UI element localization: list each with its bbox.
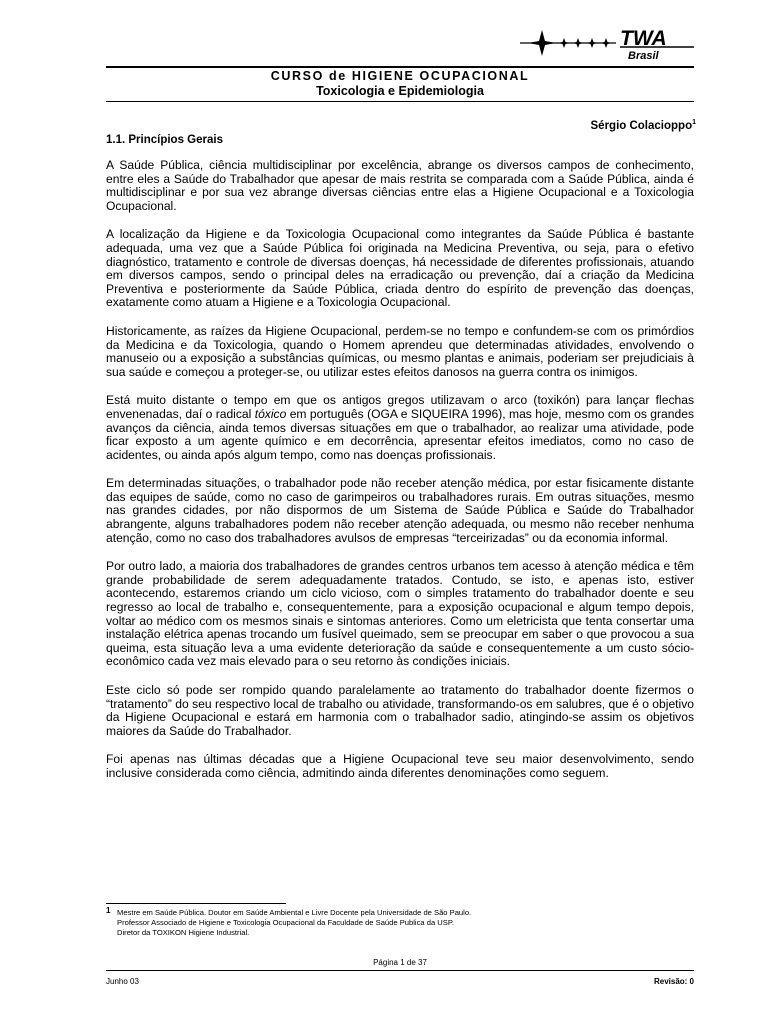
twa-brasil-logo bbox=[520, 26, 696, 62]
paragraph-8: Foi apenas nas últimas décadas que a Higiene Ocupacional teve seu maior desenvolvimento, sendo inclusive considerada como ciência, admitindo ainda diferentes denominações como seguem. bbox=[106, 752, 694, 780]
paragraph-4-part-1: Está muito distante o tempo em que os antigos gregos utilizavam o arco (toxikón) para lançar flechas envenenadas, daí o radical bbox=[106, 393, 694, 421]
body-text bbox=[106, 159, 694, 796]
author-name bbox=[591, 119, 697, 132]
logo-sub-text: Brasil bbox=[628, 50, 659, 62]
author-name-text: Sérgio Colacioppo bbox=[590, 120, 693, 132]
paragraph-1: A Saúde Pública, ciência multidisciplinar por excelência, abrange os diversos campos de conhecimento, entre eles a Saúde do Trabalhador que apesar de mais restrita se comparada com a Saúde Pública, ainda é multidisciplinar e por sua vez abrange diversas ciências entre elas a Higiene Ocupacional e a Toxicologia Ocupacional. bbox=[106, 158, 694, 213]
page-number: Página 1 de 37 bbox=[373, 958, 427, 967]
footnote-line: Diretor da TOXIKON Higiene Industrial. bbox=[117, 928, 250, 937]
course-subtitle: Toxicologia e Epidemiologia bbox=[316, 84, 484, 98]
paragraph-5: Em determinadas situações, o trabalhador pode não receber atenção médica, por estar fisicamente distante das equipes de saúde, como no caso de garimpeiros ou trabalhadores rurais. Em outras situações, mesmo nas grandes cidades, por não dispormos de um Sistema de Saúde Pública e Saúde do Trabalhador abrangente, alguns trabalhadores podem não receber atenção adequada, ou mesmo não receber nenhuma atenção, como no caso dos trabalhadores avulsos de empresas “terceirizadas” ou da economia informal. bbox=[106, 476, 694, 545]
stars-graphic bbox=[520, 30, 616, 56]
course-title: CURSO de HIGIENE OCUPACIONAL bbox=[270, 69, 530, 83]
footnote-rule bbox=[106, 903, 286, 904]
footnote-mark: 1 bbox=[106, 906, 111, 915]
footnote-line: Professor Associado de Higiene e Toxicologia Ocupacional da Faculdade de Saúde Publica da USP. bbox=[117, 918, 455, 927]
header-top-rule bbox=[106, 66, 694, 68]
footnote bbox=[106, 908, 694, 938]
paragraph-4-italic-term: tóxico bbox=[254, 406, 287, 421]
paragraph-2: A localização da Higiene e da Toxicologia Ocupacional como integrantes da Saúde Pública é bastante adequada, uma vez que a Saúde Pública foi originada na Medicina Preventiva, ou seja, para o efetivo diagnóstico, tratamento e controle de diversas doenças, há necessidade de diferentes profissionais, atuando em diversos campos, sendo o principal deles na erradicação ou prevenção, daí a criação da Medicina Preventiva e posteriormente da Saúde Pública, criada dentro do espírito de prevenção das doenças, exatamente como atuam a Higiene e a Toxicologia Ocupacional. bbox=[106, 227, 694, 310]
author-footnote-ref[interactable]: 1 bbox=[692, 119, 696, 126]
logo-brand-text: TWA bbox=[620, 27, 667, 50]
paragraph-4 bbox=[106, 394, 694, 462]
header-bottom-rule bbox=[106, 101, 694, 102]
paragraph-6: Por outro lado, a maioria dos trabalhadores de grandes centros urbanos tem acesso à atenção médica e têm grande probabilidade de serem adequadamente tratados. Contudo, se isto, e apenas isto, estiver acontecendo, estaremos criando um ciclo vicioso, com o simples tratamento do trabalhador doente e seu regresso ao local de trabalho e, consequentemente, para a exposição ocupacional e algum tempo depois, voltar ao médico com os mesmos sinais e sintomas anteriores. Como um eletricista que tenta consertar uma instalação elétrica apenas trocando um fusível queimado, sem se preocupar em saber o que provocou a sua queima, esta situação leva a uma evidente deterioração da saúde e consequentemente a um custo sócio-econômico cada vez mais elevado para o seu retorno às condições iniciais. bbox=[106, 559, 694, 669]
paragraph-3: Historicamente, as raízes da Higiene Ocupacional, perdem-se no tempo e confundem-se com os primórdios da Medicina e da Toxicologia, quando o Homem aprendeu que determinadas atividades, envolvendo o manuseio ou a exposição a substâncias químicas, ou mesmo plantas e animais, poderiam ser prejudiciais à sua saúde e começou a proteger-se, ou utilizar estes efeitos danosos na guerra contra os inimigos. bbox=[106, 323, 694, 379]
footer-date: Junho 03 bbox=[106, 977, 139, 986]
footer-revision: Revisão: 0 bbox=[653, 977, 694, 986]
paragraph-4-part-2: em português (OGA e SIQUEIRA 1996), mas hoje, mesmo com os grandes avanços da ciência, ainda temos diversas situações em que o trabalhador, ao realizar uma atividade, pode ficar exposto a um agente químico e em decorrência, apresentar efeitos imediatos, como no caso de acidentes, ou ainda após algum tempo, como nas doenças profissionais. bbox=[106, 406, 695, 462]
footer-rule bbox=[106, 970, 694, 971]
footnote-line: Mestre em Saúde Pública. Doutor em Saúde Ambiental e Livre Docente pela Universidade de São Paulo. bbox=[117, 908, 472, 917]
section-title: 1.1. Princípios Gerais bbox=[106, 134, 223, 146]
paragraph-7: Este ciclo só pode ser rompido quando paralelamente ao tratamento do trabalhador doente fizermos o “tratamento” do seu respectivo local de trabalho ou atividade, transformando-os em salubres, que é o objetivo da Higiene Ocupacional e estará em harmonia com o trabalhador sadio, atingindo-se assim os objetivos maiores da Saúde do Trabalhador. bbox=[106, 683, 694, 738]
